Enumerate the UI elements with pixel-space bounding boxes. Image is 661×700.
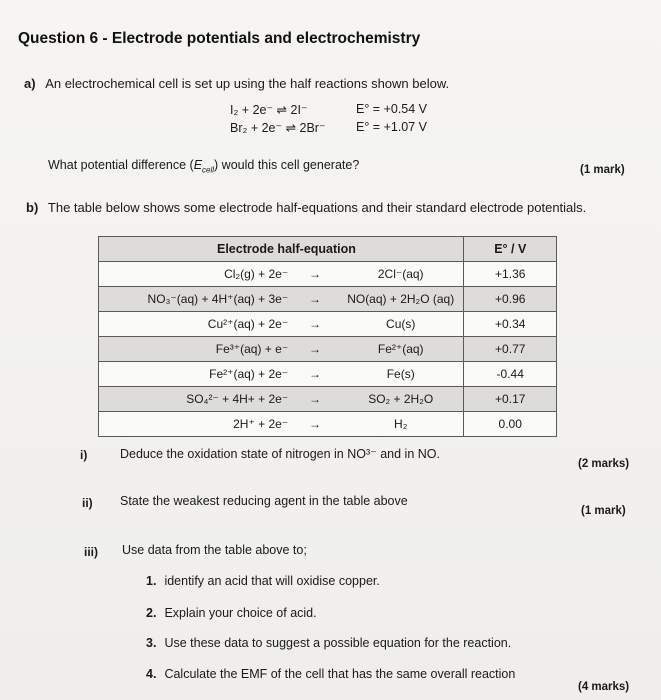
- part-a-marks: (1 mark): [580, 164, 625, 176]
- step-2: [146, 606, 317, 620]
- part-a-label: a): [24, 76, 36, 91]
- step-1-text: identify an acid that will oxidise copper.: [164, 574, 380, 588]
- step-4-num: 4.: [146, 667, 157, 681]
- row-left: NO₃⁻(aq) + 4H⁺(aq) + 3e⁻: [99, 287, 293, 312]
- part-b-intro-text: The table below shows some electrode half-equations and their standard electrode potentials.: [47, 200, 587, 215]
- row-arrow: →: [292, 262, 338, 287]
- half-reaction-1-equation: I₂ + 2e⁻ ⇌ 2I⁻: [230, 103, 308, 117]
- row-left: Fe³⁺(aq) + e⁻: [99, 337, 293, 362]
- ecell-subscript: cell: [202, 165, 215, 175]
- step-3-num: 3.: [146, 636, 157, 650]
- half-reaction-2-potential: E° = +1.07 V: [356, 120, 428, 134]
- table-row: [99, 337, 557, 362]
- step-3: [146, 636, 511, 650]
- row-right: Cu(s): [338, 312, 464, 337]
- row-right: SO₂ + 2H₂O: [338, 387, 464, 412]
- part-a-intro: [24, 76, 449, 91]
- electrode-potentials-table: [98, 236, 557, 437]
- row-potential: +0.96: [464, 287, 557, 312]
- row-arrow: →: [292, 312, 338, 337]
- subq-i-num: i): [80, 448, 88, 462]
- subq-iii-marks: (4 marks): [578, 681, 630, 693]
- part-b-label: b): [26, 200, 39, 215]
- row-arrow: →: [292, 412, 338, 437]
- table-header-row: [99, 237, 557, 262]
- row-left: 2H⁺ + 2e⁻: [99, 412, 293, 437]
- ecell-symbol: E: [193, 158, 203, 172]
- row-left: Fe²⁺(aq) + 2e⁻: [99, 362, 293, 387]
- row-potential: +0.17: [464, 387, 557, 412]
- step-4-text: Calculate the EMF of the cell that has the same overall reaction: [164, 667, 516, 681]
- header-potential: E° / V: [464, 237, 557, 262]
- step-3-text: Use these data to suggest a possible equation for the reaction.: [164, 636, 512, 650]
- question-title: Question 6 - Electrode potentials and electrochemistry: [18, 30, 421, 47]
- part-a-question-prefix: What potential difference (: [48, 158, 194, 172]
- part-a-question-suffix: ) would this cell generate?: [214, 158, 360, 172]
- table-row: [99, 312, 557, 337]
- row-arrow: →: [292, 337, 338, 362]
- row-left: Cu²⁺(aq) + 2e⁻: [99, 312, 293, 337]
- row-arrow: →: [292, 287, 338, 312]
- subq-i-text: Deduce the oxidation state of nitrogen in NO³⁻ and in NO.: [120, 447, 440, 461]
- table-row: [99, 362, 557, 387]
- step-2-num: 2.: [146, 606, 157, 620]
- row-right: Fe²⁺(aq): [338, 337, 464, 362]
- row-potential: +0.77: [464, 337, 557, 362]
- part-a-intro-text: An electrochemical cell is set up using the half reactions shown below.: [45, 76, 450, 91]
- row-potential: +0.34: [464, 312, 557, 337]
- step-1: [146, 574, 380, 588]
- row-right: NO(aq) + 2H₂O (aq): [338, 287, 464, 312]
- half-reaction-1-potential: E° = +0.54 V: [356, 102, 428, 116]
- row-potential: 0.00: [464, 412, 557, 437]
- row-arrow: →: [292, 387, 338, 412]
- half-reaction-2-equation: Br₂ + 2e⁻ ⇌ 2Br⁻: [230, 121, 326, 135]
- table-row: [99, 287, 557, 312]
- row-right: Fe(s): [338, 362, 464, 387]
- row-potential: -0.44: [464, 362, 557, 387]
- step-2-text: Explain your choice of acid.: [164, 606, 317, 620]
- row-left: Cl₂(g) + 2e⁻: [99, 262, 293, 287]
- subq-ii-marks: (1 mark): [581, 505, 626, 517]
- table-row: [99, 412, 557, 437]
- subq-i-marks: (2 marks): [578, 458, 630, 470]
- row-right: H₂: [338, 412, 464, 437]
- row-potential: +1.36: [464, 262, 557, 287]
- part-a-question: [48, 158, 359, 175]
- part-b-intro: [26, 200, 586, 215]
- row-left: SO₄²⁻ + 4H+ + 2e⁻: [99, 387, 293, 412]
- table-row: [99, 262, 557, 287]
- header-equation: Electrode half-equation: [99, 237, 464, 262]
- table-row: [99, 387, 557, 412]
- step-1-num: 1.: [146, 574, 157, 588]
- subq-iii-num: iii): [84, 545, 98, 559]
- row-arrow: →: [292, 362, 338, 387]
- row-right: 2Cl⁻(aq): [338, 262, 464, 287]
- subq-ii-text: State the weakest reducing agent in the table above: [120, 494, 408, 508]
- subq-iii-text: Use data from the table above to;: [122, 543, 307, 557]
- subq-ii-num: ii): [82, 496, 93, 510]
- step-4: [146, 667, 515, 681]
